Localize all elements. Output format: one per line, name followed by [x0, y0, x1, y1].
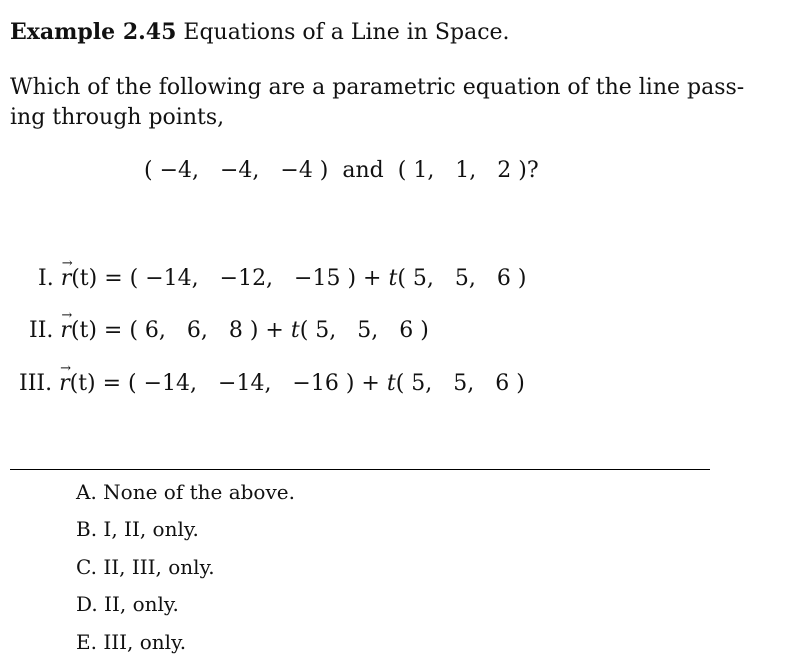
choice-text: None of the above. [103, 480, 295, 504]
choice-letter: D. [76, 592, 98, 616]
choice-text: I, II, only. [103, 517, 199, 541]
parameter-t: t [290, 318, 300, 343]
equation-plus: + [258, 318, 291, 343]
equation-direction: ( 5, 5, 6 ) [397, 266, 527, 291]
choice-c[interactable] [76, 555, 215, 579]
points-connector: and [342, 158, 384, 183]
parameter-t: t [388, 266, 398, 291]
choice-d[interactable] [76, 592, 179, 616]
choice-e[interactable] [76, 630, 186, 654]
question-line-2: ing through points, [10, 105, 225, 130]
choice-text: II, only. [104, 592, 179, 616]
equation-lhs: (t) = [71, 266, 130, 291]
equation-direction: ( 5, 5, 6 ) [395, 371, 525, 396]
vector-r: → r [60, 318, 71, 343]
option-iii [19, 371, 525, 396]
example-heading-text: Equations of a Line in Space. [183, 20, 510, 45]
equation-plus: + [356, 266, 389, 291]
equation-point: ( −14, −12, −15 ) [129, 266, 357, 291]
option-i [38, 266, 526, 291]
points-line [144, 158, 539, 183]
choice-a[interactable] [76, 480, 295, 504]
choice-b[interactable] [76, 517, 199, 541]
parameter-t: t [386, 371, 396, 396]
choice-letter: E. [76, 630, 97, 654]
example-label: Example 2.45 [10, 19, 177, 45]
point-2: ( 1, 1, 2 )? [397, 158, 539, 183]
question-line-1: Which of the following are a parametric equation of the line pass- [10, 75, 745, 100]
option-numeral: III. [19, 371, 53, 396]
equation-point: ( −14, −14, −16 ) [128, 371, 355, 396]
equation-lhs: (t) = [70, 318, 130, 343]
divider-rule [10, 469, 710, 470]
equation-lhs: (t) = [69, 371, 129, 396]
vector-r: → r [61, 266, 72, 291]
choice-letter: B. [76, 517, 98, 541]
equation-point: ( 6, 6, 8 ) [129, 318, 259, 343]
equation-direction: ( 5, 5, 6 ) [299, 318, 429, 343]
choice-letter: A. [76, 480, 97, 504]
option-numeral: I. [38, 266, 54, 291]
choice-text: II, III, only. [103, 555, 215, 579]
vector-r: → r [59, 371, 70, 396]
option-ii [29, 318, 429, 343]
equation-plus: + [354, 371, 387, 396]
point-1: ( −4, −4, −4 ) [144, 158, 329, 183]
option-numeral: II. [29, 318, 54, 343]
choice-letter: C. [76, 555, 97, 579]
choice-text: III, only. [103, 630, 187, 654]
example-title [10, 19, 510, 45]
